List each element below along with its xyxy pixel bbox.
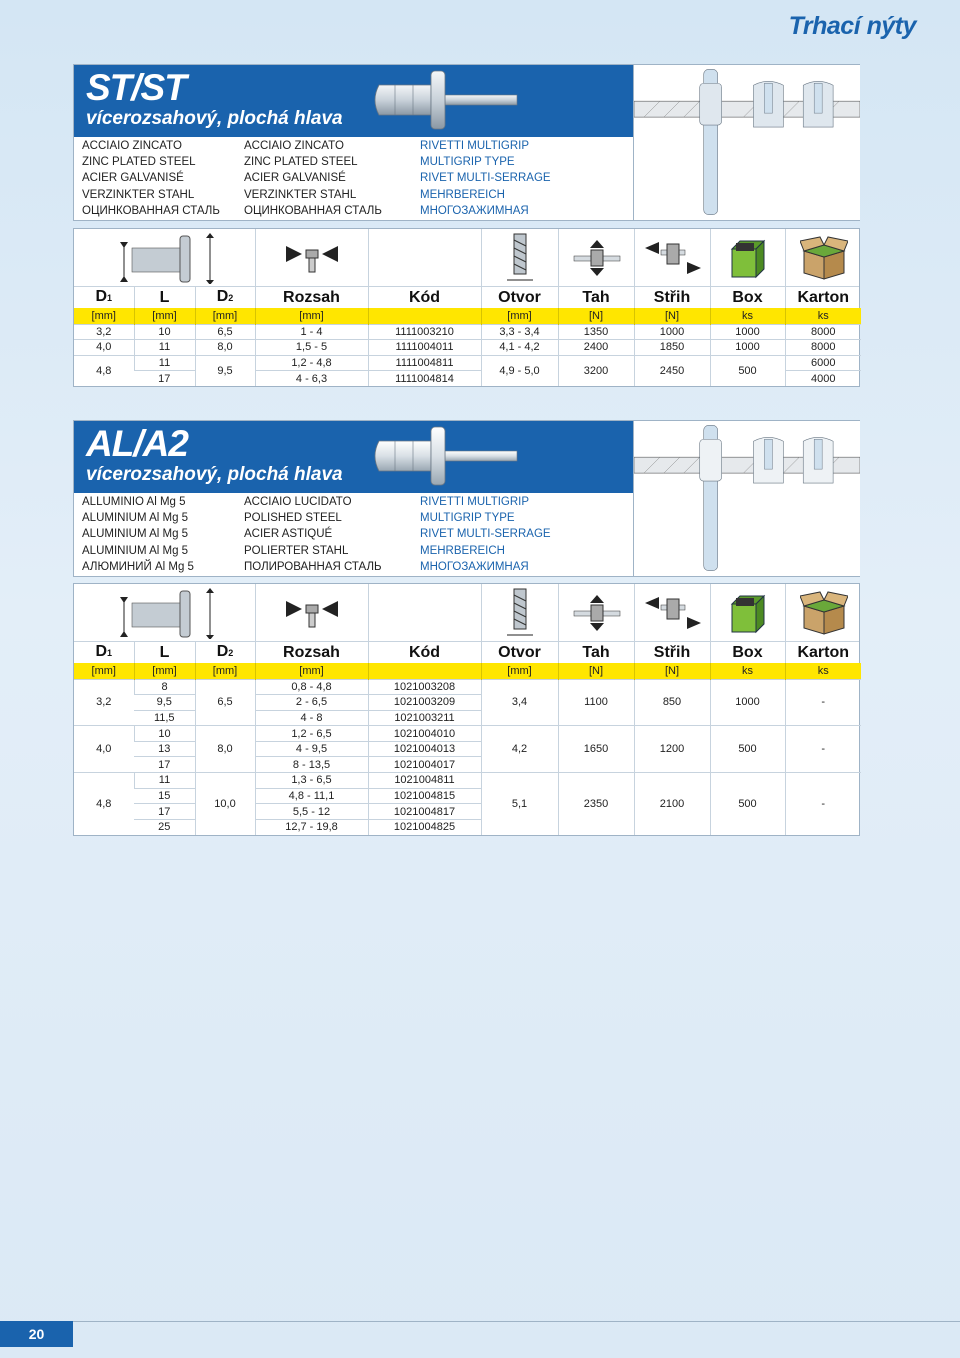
- type-text: MULTIGRIP TYPE: [420, 156, 515, 169]
- header-row: [74, 642, 861, 663]
- cell-kod: 1111004011: [368, 340, 481, 356]
- type-text: MEHRBEREICH: [420, 188, 505, 201]
- col-header-l: L: [134, 642, 195, 663]
- tensile-icon: [558, 229, 634, 286]
- table-row: [74, 324, 861, 340]
- col-header-karton: Karton: [785, 287, 861, 308]
- cell-l: 17: [134, 371, 195, 387]
- cell-l: 25: [134, 819, 195, 835]
- cell-l: 13: [134, 741, 195, 757]
- material-text: VERZINKTER STAHL: [244, 188, 357, 201]
- material-text: POLIERTER STAHL: [244, 544, 349, 557]
- cell-strih: 1850: [634, 340, 710, 356]
- material-text: VERZINKTER STAHL: [82, 188, 195, 201]
- material-text: ACIER GALVANISÉ: [244, 172, 346, 185]
- cell-l: 11: [134, 773, 195, 789]
- section-al-a2: [73, 420, 860, 834]
- cell-karton: -: [785, 773, 861, 835]
- material-text: ALUMINIUM Al Mg 5: [82, 512, 189, 525]
- cell-d2: 8,0: [195, 726, 255, 773]
- unit-cell: ks: [710, 663, 785, 679]
- cell-kod: 1021004013: [368, 741, 481, 757]
- type-column: [420, 494, 551, 575]
- page-number: 20: [0, 1321, 73, 1347]
- material-text: ОЦИНКОВАННАЯ СТАЛЬ: [244, 204, 382, 217]
- cell-d2: 9,5: [195, 355, 255, 386]
- cell-l: 11: [134, 340, 195, 356]
- unit-cell: [mm]: [74, 663, 134, 679]
- cell-tah: 1100: [558, 679, 634, 726]
- material-column-2: [244, 138, 382, 219]
- unit-cell: [mm]: [195, 663, 255, 679]
- cell-l: 17: [134, 804, 195, 820]
- cell-d1: 4,0: [74, 340, 134, 356]
- col-header-d2: D2: [195, 287, 255, 308]
- cell-kod: 1021004815: [368, 788, 481, 804]
- type-text: RIVET MULTI-SERRAGE: [420, 172, 551, 185]
- cell-rozsah: 4,8 - 11,1: [255, 788, 368, 804]
- cell-box: 500: [710, 773, 785, 835]
- type-text: MULTIGRIP TYPE: [420, 512, 515, 525]
- product-subtitle: vícerozsahový, plochá hlava: [86, 108, 343, 129]
- cell-d2: 10,0: [195, 773, 255, 835]
- cell-kod: 1111004811: [368, 355, 481, 371]
- product-header-st-st: [73, 64, 860, 221]
- cell-rozsah: 2 - 6,5: [255, 695, 368, 711]
- part-code-cell: [368, 229, 481, 286]
- cell-d1: 4,8: [74, 355, 134, 386]
- cell-karton: 8000: [785, 340, 861, 356]
- cell-box: 1000: [710, 340, 785, 356]
- cell-d2: 6,5: [195, 679, 255, 726]
- material-text: ALUMINIUM Al Mg 5: [82, 528, 189, 541]
- cell-rozsah: 0,8 - 4,8: [255, 679, 368, 695]
- spec-table-st-st: [73, 228, 860, 387]
- cell-tah: 2350: [558, 773, 634, 835]
- rivet-dimensions-icon: [74, 584, 255, 641]
- col-header-rozsah: Rozsah: [255, 287, 368, 308]
- cell-strih: 850: [634, 679, 710, 726]
- cell-kod: 1111004814: [368, 371, 481, 387]
- material-text: ACIER GALVANISÉ: [82, 172, 184, 185]
- cell-kod: 1021004817: [368, 804, 481, 820]
- footer-rule: [73, 1321, 960, 1322]
- col-header-otvor: Otvor: [481, 287, 558, 308]
- shear-icon: [634, 584, 710, 641]
- rivet-illustration: [369, 67, 519, 133]
- cell-rozsah: 4 - 9,5: [255, 741, 368, 757]
- cell-l: 9,5: [134, 695, 195, 711]
- material-text: ZINC PLATED STEEL: [244, 156, 358, 169]
- cell-otvor: 3,3 - 3,4: [481, 324, 558, 340]
- material-text: ОЦИНКОВАННАЯ СТАЛЬ: [82, 204, 220, 217]
- cell-strih: 2100: [634, 773, 710, 835]
- carton-icon: [785, 584, 861, 641]
- cell-rozsah: 1,2 - 6,5: [255, 726, 368, 742]
- cell-l: 11: [134, 355, 195, 371]
- rivet-illustration: [369, 423, 519, 489]
- cell-l: 10: [134, 726, 195, 742]
- table-row: [74, 726, 861, 742]
- cell-karton: -: [785, 679, 861, 726]
- cell-strih: 1200: [634, 726, 710, 773]
- grip-range-icon: [255, 584, 368, 641]
- shear-icon: [634, 229, 710, 286]
- table-row: [74, 355, 861, 371]
- col-header-d1: D1: [95, 643, 113, 660]
- type-text: МНОГОЗАЖИМНАЯ: [420, 204, 529, 217]
- cell-otvor: 4,9 - 5,0: [481, 355, 558, 386]
- cell-l: 17: [134, 757, 195, 773]
- section-st-st: [73, 64, 860, 385]
- cell-otvor: 3,4: [481, 679, 558, 726]
- cell-rozsah: 1,5 - 5: [255, 340, 368, 356]
- product-subtitle: vícerozsahový, plochá hlava: [86, 464, 343, 485]
- table-row: [74, 340, 861, 356]
- cell-karton: -: [785, 726, 861, 773]
- assembly-illustration: [633, 421, 860, 576]
- type-text: RIVET MULTI-SERRAGE: [420, 528, 551, 541]
- cell-l: 11,5: [134, 710, 195, 726]
- cell-tah: 3200: [558, 355, 634, 386]
- spec-table: [74, 287, 861, 386]
- cell-otvor: 4,2: [481, 726, 558, 773]
- col-header-d2: D2: [195, 642, 255, 663]
- hole-drill-icon: [481, 584, 558, 641]
- cell-karton: 4000: [785, 371, 861, 387]
- material-text: ALUMINIUM Al Mg 5: [82, 544, 189, 557]
- cell-tah: 2400: [558, 340, 634, 356]
- cell-kod: 1111003210: [368, 324, 481, 340]
- carton-icon: [785, 229, 861, 286]
- unit-cell: [mm]: [481, 663, 558, 679]
- spec-table: [74, 642, 861, 835]
- title-band: [74, 65, 633, 137]
- material-text: ACIER ASTIQUÉ: [244, 528, 333, 541]
- cell-rozsah: 12,7 - 19,8: [255, 819, 368, 835]
- col-header-tah: Tah: [558, 287, 634, 308]
- spec-table-al-a2: [73, 583, 860, 836]
- col-header-kod: Kód: [368, 287, 481, 308]
- cell-kod: 1021004017: [368, 757, 481, 773]
- type-text: RIVETTI MULTIGRIP: [420, 140, 530, 152]
- unit-cell: [N]: [558, 663, 634, 679]
- cell-rozsah: 8 - 13,5: [255, 757, 368, 773]
- unit-cell: ks: [785, 308, 861, 324]
- cell-box: 500: [710, 726, 785, 773]
- material-text: АЛЮМИНИЙ Al Mg 5: [82, 560, 194, 573]
- grip-range-icon: [255, 229, 368, 286]
- material-column-1: [82, 138, 220, 219]
- cell-tah: 1350: [558, 324, 634, 340]
- unit-cell: ks: [785, 663, 861, 679]
- type-text: MEHRBEREICH: [420, 544, 505, 557]
- col-header-box: Box: [710, 287, 785, 308]
- product-code: ST/ST: [86, 67, 186, 108]
- cell-karton: 6000: [785, 355, 861, 371]
- cell-rozsah: 1,2 - 4,8: [255, 355, 368, 371]
- cell-box: 1000: [710, 679, 785, 726]
- cell-d1: 4,8: [74, 773, 134, 835]
- cell-rozsah: 1,3 - 6,5: [255, 773, 368, 789]
- cell-kod: 1021004010: [368, 726, 481, 742]
- unit-cell: [mm]: [481, 308, 558, 324]
- cell-box: 500: [710, 355, 785, 386]
- cell-box: 1000: [710, 324, 785, 340]
- cell-rozsah: 4 - 8: [255, 710, 368, 726]
- col-header-strih: Střih: [634, 287, 710, 308]
- cell-l: 15: [134, 788, 195, 804]
- unit-cell: [mm]: [255, 308, 368, 324]
- title-band: [74, 421, 633, 493]
- col-header-karton: Karton: [785, 642, 861, 663]
- unit-cell: [368, 663, 481, 679]
- hole-drill-icon: [481, 229, 558, 286]
- cell-kod: 1021003209: [368, 695, 481, 711]
- header-row: [74, 287, 861, 308]
- col-header-otvor: Otvor: [481, 642, 558, 663]
- unit-cell: [N]: [558, 308, 634, 324]
- col-header-strih: Střih: [634, 642, 710, 663]
- product-code: AL/A2: [86, 423, 188, 464]
- cell-strih: 1000: [634, 324, 710, 340]
- unit-cell: [mm]: [74, 308, 134, 324]
- material-column-1: [82, 494, 194, 575]
- icon-row: [74, 584, 859, 642]
- part-code-cell: [368, 584, 481, 641]
- box-icon: [710, 584, 785, 641]
- unit-cell: [N]: [634, 663, 710, 679]
- unit-cell: [N]: [634, 308, 710, 324]
- type-text: МНОГОЗАЖИМНАЯ: [420, 560, 529, 573]
- cell-d1: 3,2: [74, 679, 134, 726]
- material-text: ALLUMINIO Al Mg 5: [82, 496, 186, 508]
- cell-otvor: 5,1: [481, 773, 558, 835]
- col-header-l: L: [134, 287, 195, 308]
- unit-cell: [mm]: [134, 308, 195, 324]
- units-row: [74, 663, 861, 679]
- tensile-icon: [558, 584, 634, 641]
- unit-cell: [mm]: [195, 308, 255, 324]
- cell-d2: 8,0: [195, 340, 255, 356]
- box-icon: [710, 229, 785, 286]
- col-header-d1: D1: [95, 288, 113, 305]
- unit-cell: [mm]: [134, 663, 195, 679]
- icon-row: [74, 229, 859, 287]
- unit-cell: [mm]: [255, 663, 368, 679]
- material-text: ACCIAIO LUCIDATO: [244, 496, 352, 508]
- cell-kod: 1021004811: [368, 773, 481, 789]
- unit-cell: ks: [710, 308, 785, 324]
- cell-rozsah: 4 - 6,3: [255, 371, 368, 387]
- material-text: POLISHED STEEL: [244, 512, 342, 525]
- col-header-kod: Kód: [368, 642, 481, 663]
- cell-d1: 4,0: [74, 726, 134, 773]
- cell-d2: 6,5: [195, 324, 255, 340]
- product-header-al-a2: [73, 420, 860, 577]
- rivet-dimensions-icon: [74, 229, 255, 286]
- type-text: RIVETTI MULTIGRIP: [420, 496, 530, 508]
- cell-otvor: 4,1 - 4,2: [481, 340, 558, 356]
- page-title: Trhací nýty: [788, 12, 916, 40]
- cell-rozsah: 1 - 4: [255, 324, 368, 340]
- cell-kod: 1021004825: [368, 819, 481, 835]
- material-text: ACCIAIO ZINCATO: [82, 140, 182, 152]
- col-header-rozsah: Rozsah: [255, 642, 368, 663]
- cell-kod: 1021003211: [368, 710, 481, 726]
- material-text: ACCIAIO ZINCATO: [244, 140, 344, 152]
- material-text: ПОЛИРОВАННАЯ СТАЛЬ: [244, 560, 382, 573]
- table-row: [74, 773, 861, 789]
- table-row: [74, 679, 861, 695]
- cell-l: 8: [134, 679, 195, 695]
- cell-kod: 1021003208: [368, 679, 481, 695]
- cell-tah: 1650: [558, 726, 634, 773]
- material-column-2: [244, 494, 382, 575]
- material-text: ZINC PLATED STEEL: [82, 156, 196, 169]
- units-row: [74, 308, 861, 324]
- type-column: [420, 138, 551, 219]
- cell-d1: 3,2: [74, 324, 134, 340]
- cell-l: 10: [134, 324, 195, 340]
- assembly-illustration: [633, 65, 860, 220]
- col-header-tah: Tah: [558, 642, 634, 663]
- col-header-box: Box: [710, 642, 785, 663]
- cell-karton: 8000: [785, 324, 861, 340]
- cell-rozsah: 5,5 - 12: [255, 804, 368, 820]
- unit-cell: [368, 308, 481, 324]
- cell-strih: 2450: [634, 355, 710, 386]
